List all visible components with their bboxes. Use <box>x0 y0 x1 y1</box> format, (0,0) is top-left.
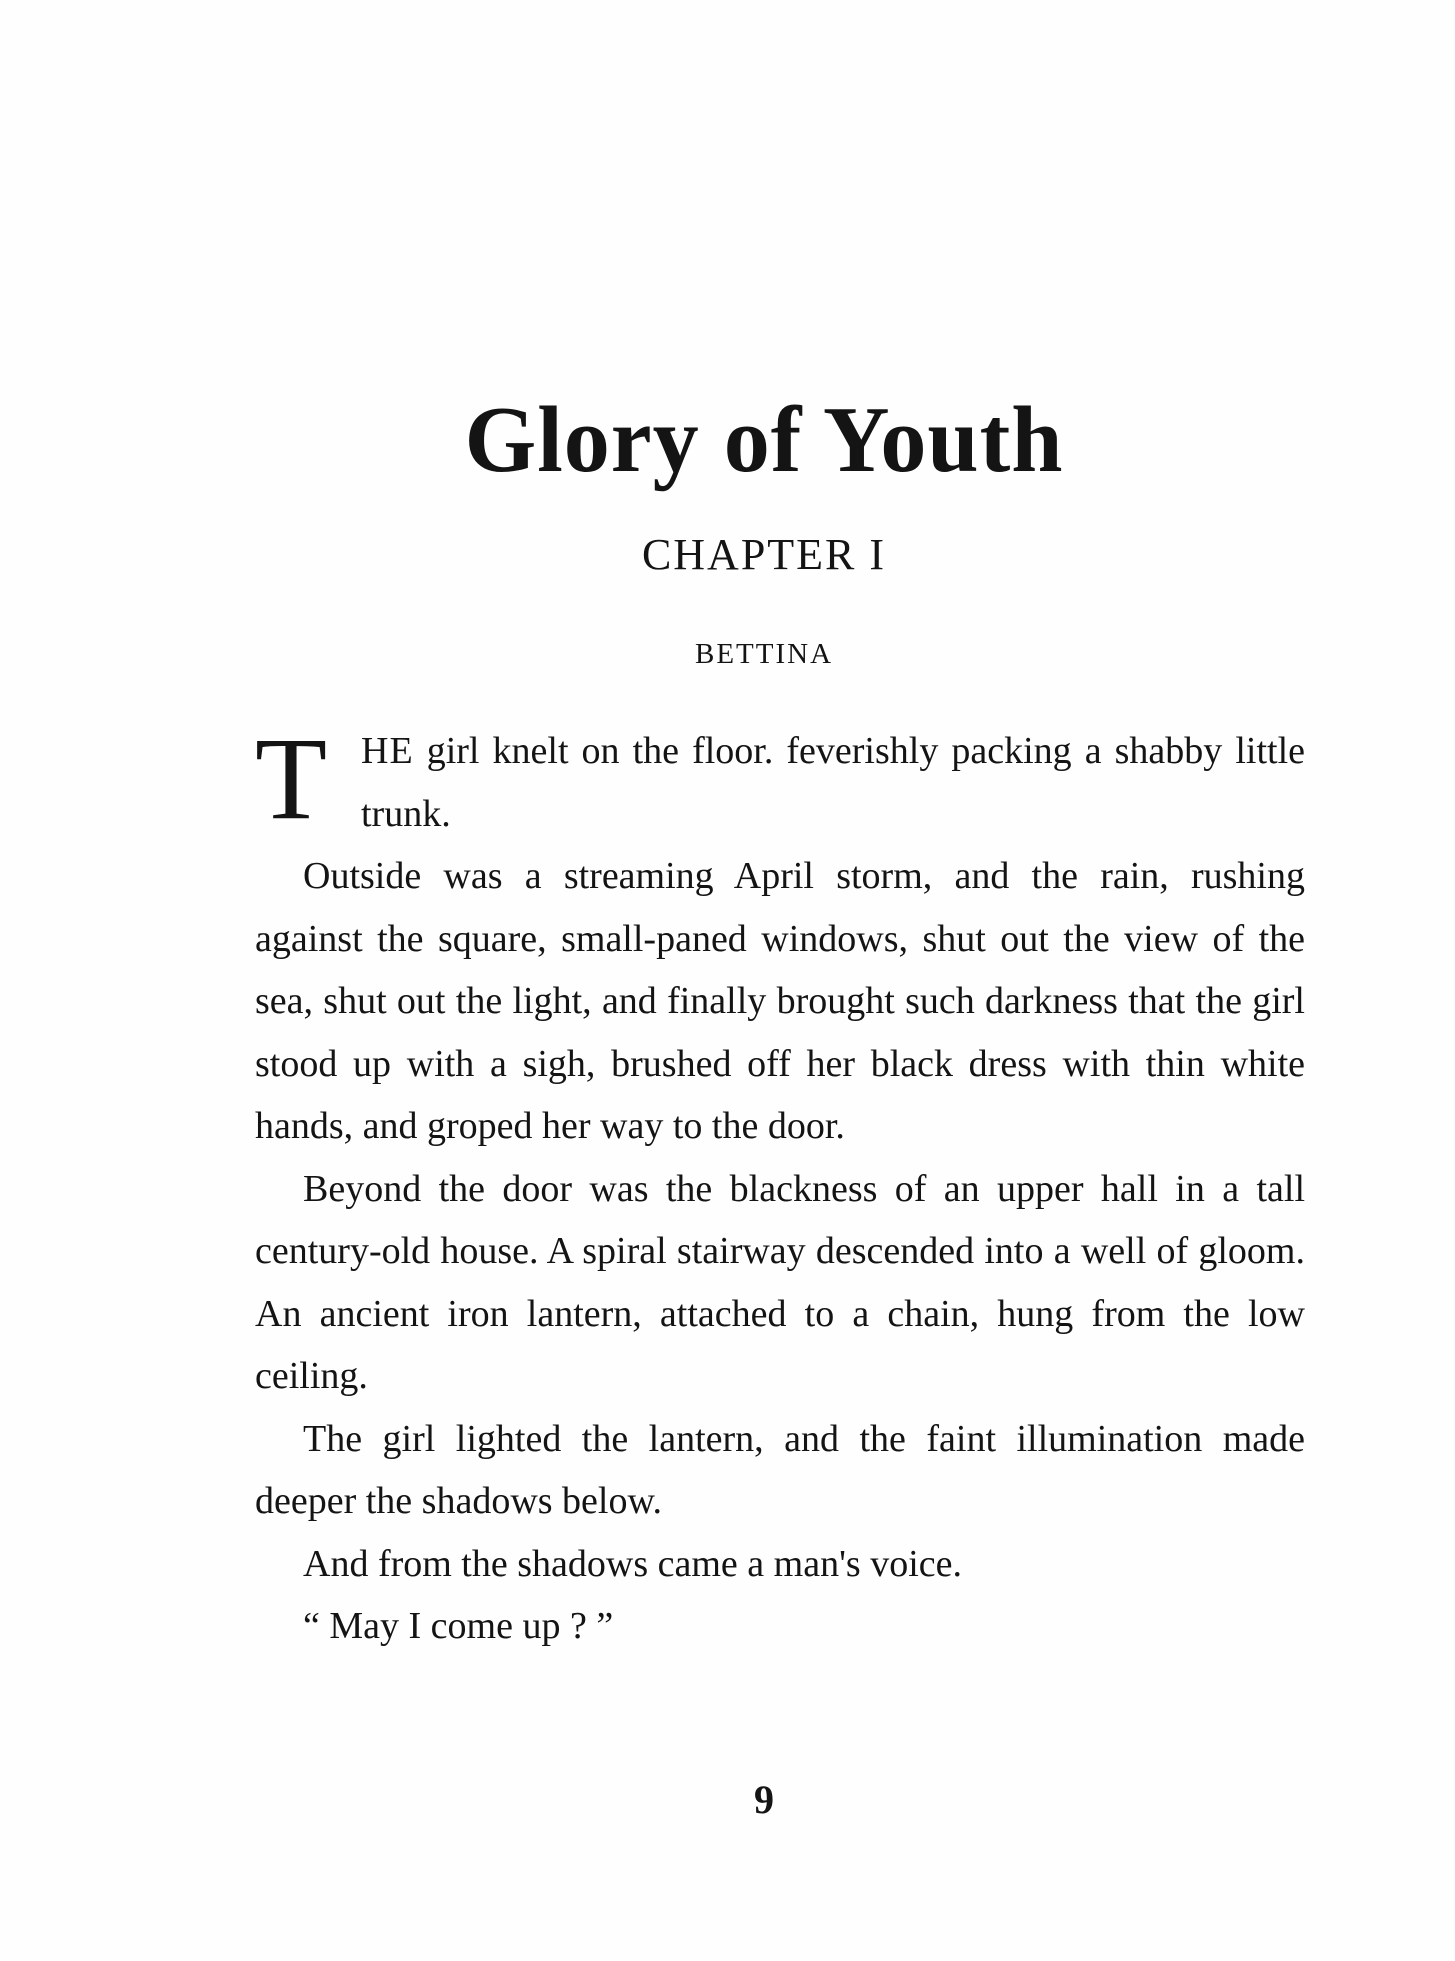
book-title: Glory of Youth <box>464 387 1064 492</box>
chapter-subtitle: BETTINA <box>694 638 834 670</box>
paragraph-4: The girl lighted the lantern, and the faint illumination made deeper the shadows below. <box>255 1417 1305 1522</box>
paragraph-3: Beyond the door was the blackness of an upper hall in a tall century-old house. A spiral stairway descended into a well of gloom. An ancient iron lantern, attached to a chain, hung from the low ceiling. <box>255 1167 1305 1397</box>
paragraph-1 <box>255 713 1305 845</box>
page-number: 9 <box>754 1777 774 1822</box>
drop-cap: T <box>255 713 328 844</box>
body-text <box>255 713 1305 1658</box>
chapter-heading: CHAPTER I <box>641 530 887 579</box>
opening-word-rest: HE <box>361 730 414 772</box>
paragraph-1-text: girl knelt on the floor. feverishly packing a shabby little trunk. <box>361 730 1305 835</box>
paragraph-5: And from the shadows came a man's voice. <box>303 1542 962 1585</box>
paragraph-2: Outside was a streaming April storm, and the rain, rushing against the square, small-paned windows, shut out the view of the sea, shut out the light, and finally brought such darkness that the girl stood up with a sigh, brushed off her black dress with thin white hands, and groped her way to the door. <box>255 855 1305 1147</box>
paragraph-6: “ May I come up ? ” <box>303 1605 614 1647</box>
